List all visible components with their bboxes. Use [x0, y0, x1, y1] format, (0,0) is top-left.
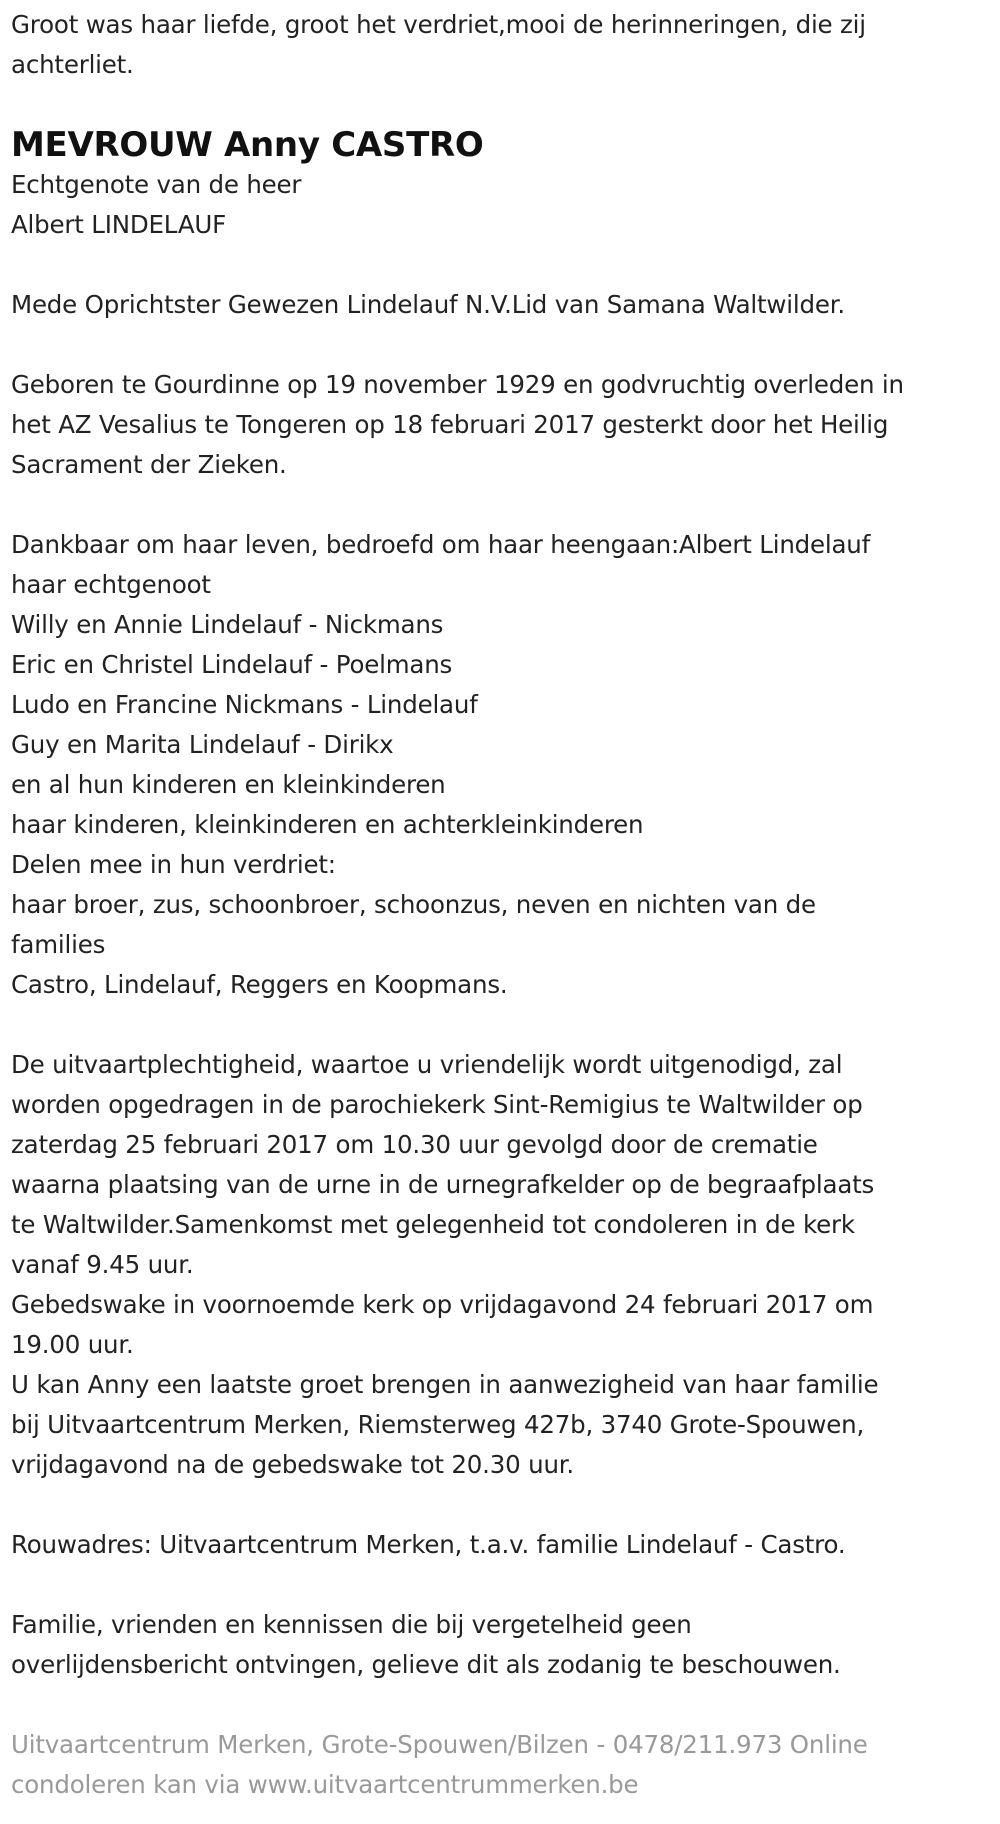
notice-line: Familie, vrienden en kennissen die bij vergetelheid geen — [11, 1610, 692, 1639]
family-line: Ludo en Francine Nickmans - Lindelauf — [11, 690, 478, 719]
family-line: Willy en Annie Lindelauf - Nickmans — [11, 610, 444, 639]
footer-line: Uitvaartcentrum Merken, Grote-Spouwen/Bilzen - 0478/211.973 Online — [11, 1730, 868, 1759]
family-line: families — [11, 930, 106, 959]
funeral-line: vrijdagavond na de gebedswake tot 20.30 uur. — [11, 1450, 574, 1479]
family-line: Dankbaar om haar leven, bedroefd om haar heengaan:Albert Lindelauf — [11, 530, 871, 559]
funeral-line: worden opgedragen in de parochiekerk Sint-Remigius te Waltwilder op — [11, 1090, 863, 1119]
family-line: haar echtgenoot — [11, 570, 211, 599]
mourning-address: Rouwadres: Uitvaartcentrum Merken, t.a.v. familie Lindelauf - Castro. — [11, 1530, 846, 1559]
birth-death-info — [11, 365, 996, 485]
birth-death-line: Geboren te Gourdinne op 19 november 1929 en godvruchtig overleden in — [11, 370, 904, 399]
family-line: haar broer, zus, schoonbroer, schoonzus, neven en nichten van de — [11, 890, 816, 919]
funeral-line: bij Uitvaartcentrum Merken, Riemsterweg 427b, 3740 Grote-Spouwen, — [11, 1410, 865, 1439]
family-line: Guy en Marita Lindelauf - Dirikx — [11, 730, 394, 759]
funeral-line: U kan Anny een laatste groet brengen in aanwezigheid van haar familie — [11, 1370, 879, 1399]
funeral-line: te Waltwilder.Samenkomst met gelegenheid tot condoleren in de kerk — [11, 1210, 855, 1239]
birth-death-line: Sacrament der Zieken. — [11, 450, 287, 479]
family-line: Delen mee in hun verdriet: — [11, 850, 336, 879]
funeral-details — [11, 1045, 996, 1485]
intro-quote — [11, 5, 996, 85]
spouse-info — [11, 165, 996, 245]
footer-line: condoleren kan via www.uitvaartcentrummerken.be — [11, 1770, 639, 1799]
funeral-line: 19.00 uur. — [11, 1330, 134, 1359]
birth-death-line: het AZ Vesalius te Tongeren op 18 februari 2017 gesterkt door het Heilig — [11, 410, 889, 439]
footer-contact — [11, 1725, 996, 1805]
intro-line: Groot was haar liefde, groot het verdriet,mooi de herinneringen, die zij — [11, 10, 866, 39]
spouse-line: Echtgenote van de heer — [11, 170, 302, 199]
family-line: Eric en Christel Lindelauf - Poelmans — [11, 650, 453, 679]
intro-line: achterliet. — [11, 50, 134, 79]
family-line: haar kinderen, kleinkinderen en achterkleinkinderen — [11, 810, 644, 839]
notice — [11, 1605, 996, 1685]
spouse-line: Albert LINDELAUF — [11, 210, 227, 239]
family-list — [11, 525, 996, 1005]
deceased-name: MEVROUW Anny CASTRO — [11, 125, 484, 165]
obituary-document — [11, 5, 996, 1805]
funeral-line: Gebedswake in voornoemde kerk op vrijdagavond 24 februari 2017 om — [11, 1290, 874, 1319]
family-line: Castro, Lindelauf, Reggers en Koopmans. — [11, 970, 508, 999]
funeral-line: zaterdag 25 februari 2017 om 10.30 uur gevolgd door de crematie — [11, 1130, 818, 1159]
funeral-line: waarna plaatsing van de urne in de urnegrafkelder op de begraafplaats — [11, 1170, 875, 1199]
role-line: Mede Oprichtster Gewezen Lindelauf N.V.Lid van Samana Waltwilder. — [11, 290, 845, 319]
family-line: en al hun kinderen en kleinkinderen — [11, 770, 446, 799]
funeral-line: De uitvaartplechtigheid, waartoe u vriendelijk wordt uitgenodigd, zal — [11, 1050, 843, 1079]
funeral-line: vanaf 9.45 uur. — [11, 1250, 194, 1279]
notice-line: overlijdensbericht ontvingen, gelieve dit als zodanig te beschouwen. — [11, 1650, 841, 1679]
